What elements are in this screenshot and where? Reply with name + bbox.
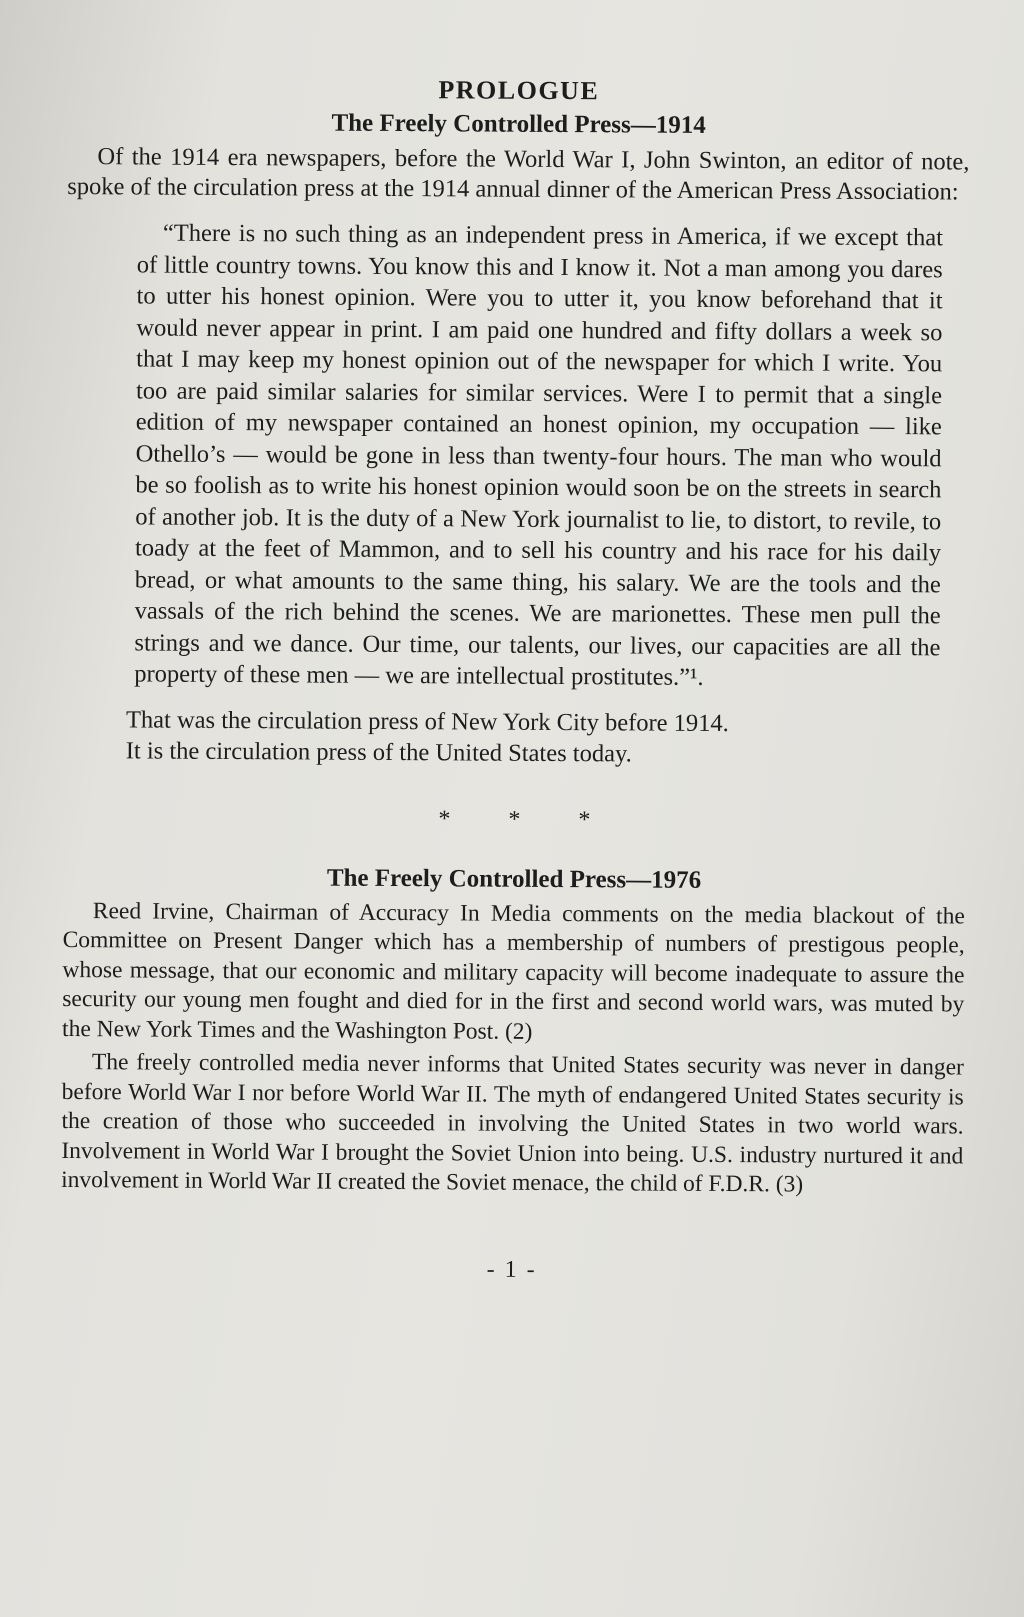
- irvine-paragraph: Reed Irvine, Chairman of Accuracy In Media comments on the media blackout of the Committee on Present Danger which has a membership of numbers of prestigous people, whose message, that our economic and military capacity will become inadequate to assure the security our young men fought and died for in the first and second world wars, was muted by the New York Times and the Washington Post. (2): [62, 897, 965, 1045]
- section-heading-1976: The Freely Controlled Press—1976: [326, 864, 702, 894]
- page-number: - 1 -: [486, 1256, 537, 1283]
- section-heading-1914: The Freely Controlled Press—1914: [331, 109, 706, 139]
- closing-line-2: It is the circulation press of the United States today.: [125, 736, 632, 767]
- security-paragraph: The freely controlled media never informs that United States security was never in danger before World War I nor before World War II. The myth of endangered United States security is the creation of those who succeeded in involving the United States in two world wars. Involvement in World War I brought the Soviet Union into being. U.S. industry nurtured it and involvement in World War II created the Soviet menace, the child of F.D.R. (3): [61, 1049, 964, 1198]
- closing-lines: [126, 704, 966, 771]
- closing-line-1: That was the circulation press of New York City before 1914.: [125, 705, 729, 737]
- page-content: [61, 64, 970, 1286]
- swinton-quote: “There is no such thing as an independent press in America, if we except that of little country towns. You know this and I know it. Not a man among you dares to utter his honest opinion. Were you to utter it, you know beforehand that it would never appear in print. I am paid one hundred and fifty dollars a week so that I may keep my honest opinion out of the newspaper for which I write. You too are paid similar salaries for similar services. Were I to permit that a single edition of my newspaper contained an honest opinion, my occupation — like Othello’s — would be gone in less than twenty-four hours. The man who would be so foolish as to write his honest opinion would soon be on the streets in search of another job. It is the duty of a New York journalist to lie, to distort, to revile, to toady at the feet of Mammon, and to sell his country and his race for his daily bread, or what amounts to the same thing, his salary. We are the tools and the vassals of the rich behind the scenes. We are marionettes. These men pull the strings and we dance. Our time, our talents, our lives, our capacities are all the property of these men — we are intellectual prostitutes.”¹.: [134, 219, 944, 691]
- intro-paragraph: Of the 1914 era newspapers, before the World War I, John Swinton, an editor of note, spoke of the circulation press at the 1914 annual dinner of the American Press Association:: [67, 143, 970, 205]
- page-title: PROLOGUE: [438, 75, 600, 106]
- section-divider: * * *: [438, 805, 617, 833]
